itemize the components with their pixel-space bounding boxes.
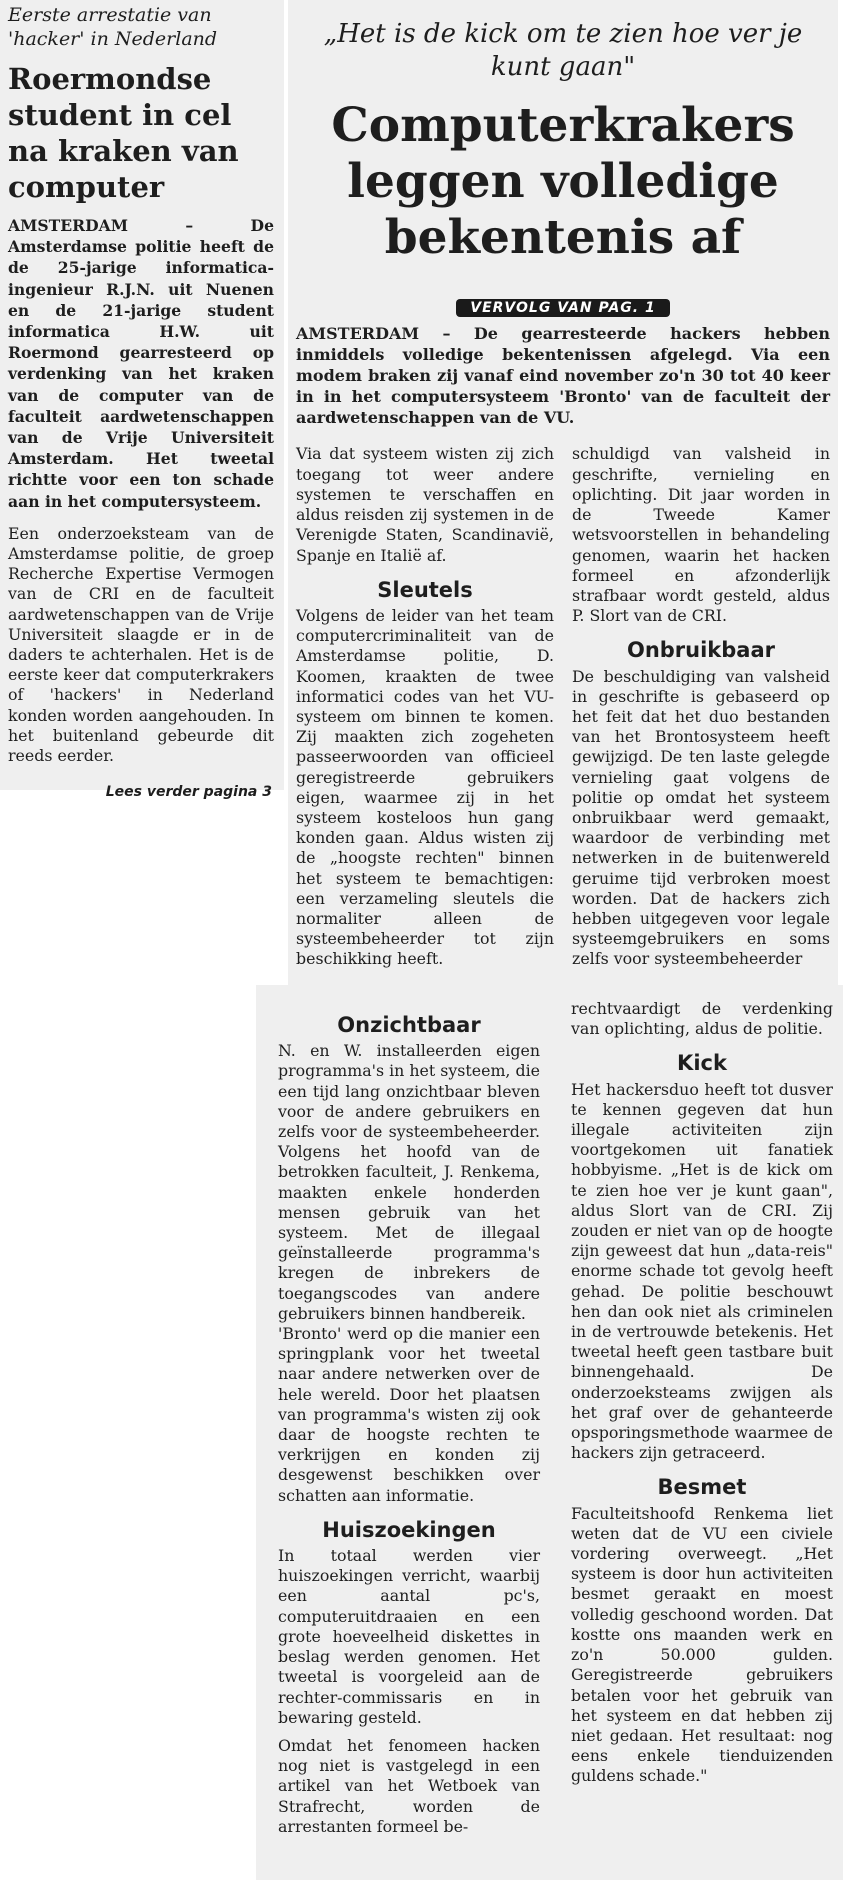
column-3-paragraph-2: 'Bronto' werd op die manier een springplank voor het tweetal naar andere netwerken over de hele wereld. Door het plaatsen van programma's wisten zij ook daar de hoogste rechten te verkrijgen en konden zij desgewenst beschikken over schatten aan informatie. [278, 1324, 540, 1505]
column-4-paragraph-1: rechtvaardigt de verdenking van oplichting, aldus de politie. [571, 999, 833, 1039]
column-2 [572, 444, 830, 969]
subhead-huiszoekingen: Huiszoekingen [322, 1517, 496, 1542]
left-body-text: Een onderzoeksteam van de Amsterdamse politie, de groep Recherche Expertise Vermogen van de CRI en de faculteit aardwetenschappen van de Vrije Universiteit slaagde er in de daders te achterhalen. Het is de eerste keer dat computerkrakers of 'hackers' in Nederland konden worden aangehouden. In het buitenland gebeurde dit reeds eerder. [8, 523, 274, 766]
main-article-columns-bottom [278, 999, 833, 1837]
left-lead-text: AMSTERDAM – De Amsterdamse politie heeft de de 25-jarige informatica-ingenieur R.J.N. uit Nuenen en de 21-jarige student informatica H.W. uit Roermond gearresteerd op verdenking van het kraken van de computer van de faculteit aardwetenschappen van de Vrije Universiteit Amsterdam. Het tweetal richtte voor een ton schade aan in het computersysteem. [8, 216, 274, 511]
column-4 [571, 999, 833, 1837]
left-article-clipping [0, 0, 284, 801]
continued-from-page-banner: VERVOLG VAN PAG. 1 [456, 299, 670, 317]
continued-banner-wrap [296, 297, 830, 317]
column-2-paragraph-2: De beschuldiging van valsheid in geschrifte is gebaseerd op het feit dat het duo bestanden van het Brontosysteem heeft gewijzigd. De ten laste gelegde vernieling gaat volgens de politie op omdat het systeem onbruikbaar werd gemaakt, waardoor de verbinding met netwerken in de buitenwereld geruime tijd verbroken moest worden. Dat de hackers zich hebben uitgegeven voor legale systeemgebruikers en soms zelfs voor systeembeheerder [572, 666, 830, 969]
main-article-columns-top [296, 444, 830, 969]
main-kicker-quote: „Het is de kick om te zien hoe ver je kunt gaan" [323, 19, 803, 82]
left-body [8, 524, 274, 766]
column-1-paragraph-2: Volgens de leider van het team computercriminaliteit van de Amsterdamse politie, D. Koomen, kraakten de twee informatici codes van het VU-systeem om binnen te komen. Zij maakten zich zogeheten passeerwoorden van officieel geregistreerde gebruikers eigen, waarmee zij in het systeem kosteloos hun gang konden gaan. Aldus wisten zij de „hoogste rechten" binnen het systeem te bemachtigen: een verzameling sleutels die normaliter alleen de systeembeheerder tot zijn beschikking heeft. [296, 605, 554, 969]
column-3-paragraph-3: In totaal werden vier huiszoekingen verricht, waarbij een aantal pc's, computeruitdraaien en een grote hoeveelheid diskettes in beslag werden genomen. Het tweetal is voorgeleid aan de rechter-commissaris en in bewaring gesteld. [278, 1546, 540, 1727]
column-4-paragraph-2: Het hackersduo heeft tot dusver te kennen gegeven dat hun illegale activiteiten zijn voortgekomen uit fanatiek hobbyisme. „Het is de kick om te zien hoe ver je kunt gaan", aldus Slort van de CRI. Zij zouden er niet van op de hoogte zijn geweest dat hun „data-reis" enorme schade tot gevolg heeft gehad. De politie beschouwt hen dan ook niet als criminelen in de vertrouwde betekenis. Het tweetal heeft geen tastbare buit binnengehaald. De onderzoeksteams zwijgen als het graf over de gehanteerde opsporingsmethode waarmee de hackers zijn getraceerd. [571, 1079, 833, 1463]
column-4-paragraph-3: Faculteitshoofd Renkema liet weten dat de VU een civiele vordering overweegt. „Het systeem is door hun activiteiten besmet geraakt en moest volledig geschoond worden. Dat kostte ons maanden werk en zo'n 50.000 gulden. Geregistreerde gebruikers betalen voor het gebruik van het systeem en dat hebben zij niet gedaan. Het resultaat: nog eens enkele tienduizenden guldens schade." [571, 1503, 833, 1786]
subhead-besmet: Besmet [657, 1475, 747, 1500]
continued-on-page-reference: Lees verder pagina 3 [105, 784, 272, 801]
subhead-onzichtbaar: Onzichtbaar [337, 1013, 481, 1037]
main-article-bottom-clipping [256, 985, 843, 1880]
subhead-kick: Kick [677, 1051, 727, 1076]
subhead-sleutels: Sleutels [377, 577, 473, 602]
main-article-top-clipping [288, 0, 838, 990]
left-kicker: Eerste arrestatie van 'hacker' in Nederland [8, 4, 218, 50]
column-1-paragraph-1: Via dat systeem wisten zij zich toegang tot weer andere systemen te verschaffen en aldus reisden zij systemen in de Verenigde Staten, Scandinavië, Spanje en Italië af. [296, 444, 554, 565]
left-lead-paragraph [8, 215, 274, 512]
main-lead-paragraph: AMSTERDAM – De gearresteerde hackers hebben inmiddels volledige bekentenissen afgelegd. Via een modem braken zij vanaf eind november zo'n 30 tot 40 keer in in het computersysteem 'Bronto' van de faculteit der aardwetenschappen van de VU. [296, 324, 830, 428]
column-3-paragraph-1: N. en W. installeerden eigen programma's in het systeem, die een tijd lang onzichtbaar bleven voor de andere gebruikers en zelfs voor de systeembeheerder. Volgens het hoofd van de betrokken faculteit, J. Renkema, maakten enkele honderden mensen gebruik van het systeem. Met de illegaal geïnstalleerde programma's kregen de inbrekers de toegangscodes van andere gebruikers binnen handbereik. [278, 1041, 540, 1323]
subhead-onbruikbaar: Onbruikbaar [626, 638, 776, 663]
column-2-paragraph-1: schuldigd van valsheid in geschrifte, vernieling en oplichting. Dit jaar worden in de Tweede Kamer wetsvoorstellen in behandeling genomen, waarin het hacken formeel en afzonderlijk strafbaar wordt gesteld, aldus P. Slort van de CRI. [572, 444, 830, 626]
left-headline: Roermondse student in cel na kraken van computer [8, 62, 239, 204]
column-3-paragraph-4: Omdat het fenomeen hacken nog niet is vastgelegd in een artikel van het Wetboek van Strafrecht, worden de arrestanten formeel be- [278, 1735, 540, 1836]
column-3 [278, 999, 540, 1837]
main-headline: Computerkrakers leggen volledige bekentenis af [331, 98, 795, 265]
column-1 [296, 444, 554, 969]
